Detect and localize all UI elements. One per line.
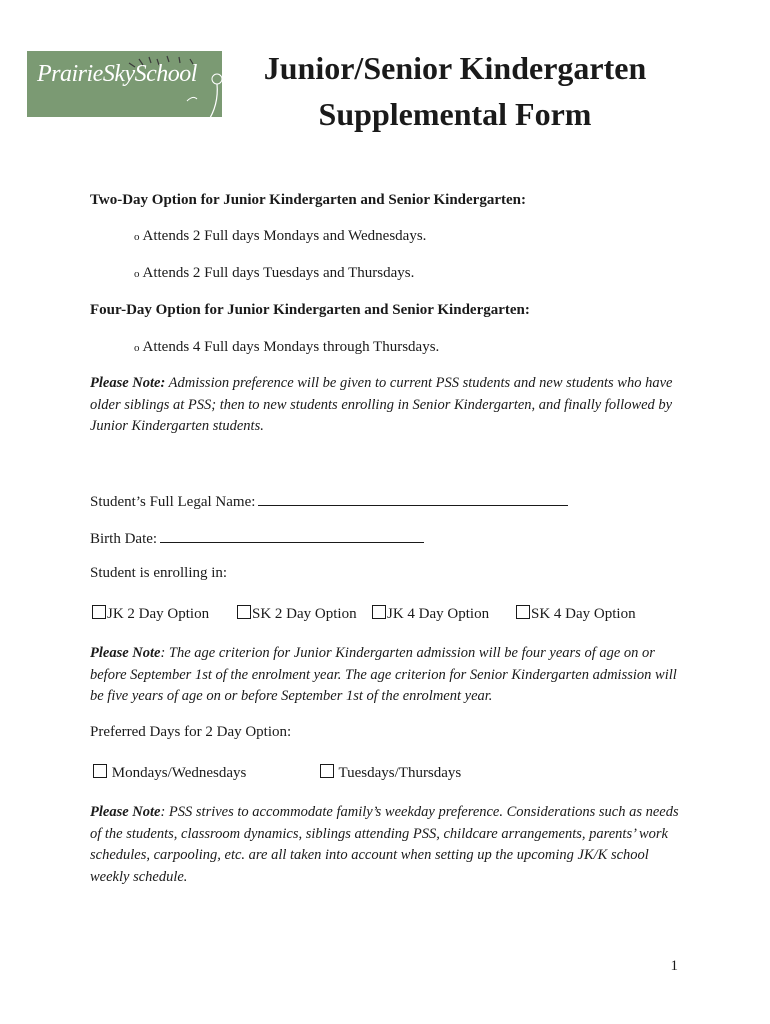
option-label: JK 4 Day Option	[387, 606, 490, 622]
note-text: : The age criterion for Junior Kindergarten admission will be four years of age on or before September 1st of the enrolment year. The age criterion for Senior Kindergarten admission will be five years of age on or before September 1st of the enrolment year.	[90, 645, 677, 704]
checkbox-icon[interactable]	[516, 605, 530, 619]
age-criterion-note	[90, 643, 690, 708]
page-number: 1	[670, 958, 678, 974]
logo-text: PrairieSkySchool	[37, 61, 197, 87]
option-text: Attends 4 Full days Mondays through Thursdays.	[142, 339, 440, 355]
note-label: Please Note	[90, 645, 161, 661]
option-label: JK 2 Day Option	[107, 606, 210, 622]
enroll-option-jk2[interactable]	[92, 605, 209, 623]
two-day-heading: Two-Day Option for Junior Kindergarten and Senior Kindergarten:	[90, 192, 526, 208]
bullet-icon: o	[134, 231, 140, 243]
birth-date-label: Birth Date:	[90, 531, 158, 547]
enrolling-label: Student is enrolling in:	[90, 565, 228, 581]
checkbox-icon[interactable]	[93, 764, 107, 778]
bullet-icon: o	[134, 268, 140, 280]
four-day-heading: Four-Day Option for Junior Kindergarten and Senior Kindergarten:	[90, 302, 530, 318]
note-text: : PSS strives to accommodate family’s weekday preference. Considerations such as needs of the students, classroom dynamics, siblings attending PSS, childcare arrangements, parents’ work schedules, carpooling, etc. are all taken into account when setting up the upcoming JK/K school weekly schedule.	[90, 804, 679, 885]
four-day-option-1	[134, 339, 439, 356]
note-label: Please Note	[90, 804, 161, 820]
student-name-input[interactable]	[258, 491, 568, 506]
student-name-label: Student’s Full Legal Name:	[90, 494, 256, 510]
note-label: Please Note:	[90, 375, 166, 391]
student-name-field	[90, 491, 568, 511]
note-text: Admission preference will be given to current PSS students and new students who have older siblings at PSS; then to new students enrolling in Senior Kindergarten, and finally followed by Junior Kindergarten students.	[90, 375, 673, 434]
enroll-option-sk2[interactable]	[237, 605, 357, 623]
form-title-line1: Junior/Senior Kindergarten	[263, 50, 647, 86]
weekday-preference-note	[90, 802, 690, 888]
birth-date-input[interactable]	[160, 528, 424, 543]
option-text: Attends 2 Full days Tuesdays and Thursdays.	[142, 265, 415, 281]
option-text: Attends 2 Full days Mondays and Wednesdays.	[142, 228, 427, 244]
option-label: Tuesdays/Thursdays	[338, 765, 462, 781]
checkbox-icon[interactable]	[237, 605, 251, 619]
option-label: Mondays/Wednesdays	[111, 765, 247, 781]
preferred-days-label: Preferred Days for 2 Day Option:	[90, 724, 292, 740]
preferred-option-tt[interactable]	[320, 764, 461, 782]
bullet-icon: o	[134, 342, 140, 354]
birth-date-field	[90, 528, 424, 548]
enroll-option-jk4[interactable]	[372, 605, 489, 623]
admission-note	[90, 373, 690, 438]
checkbox-icon[interactable]	[372, 605, 386, 619]
option-label: SK 4 Day Option	[531, 606, 636, 622]
two-day-option-1	[134, 228, 426, 245]
two-day-option-2	[134, 265, 414, 282]
enroll-option-sk4[interactable]	[516, 605, 636, 623]
checkbox-icon[interactable]	[92, 605, 106, 619]
option-label: SK 2 Day Option	[252, 606, 357, 622]
form-title-line2: Supplemental Form	[318, 96, 592, 132]
checkbox-icon[interactable]	[320, 764, 334, 778]
preferred-option-mw[interactable]	[93, 764, 246, 782]
